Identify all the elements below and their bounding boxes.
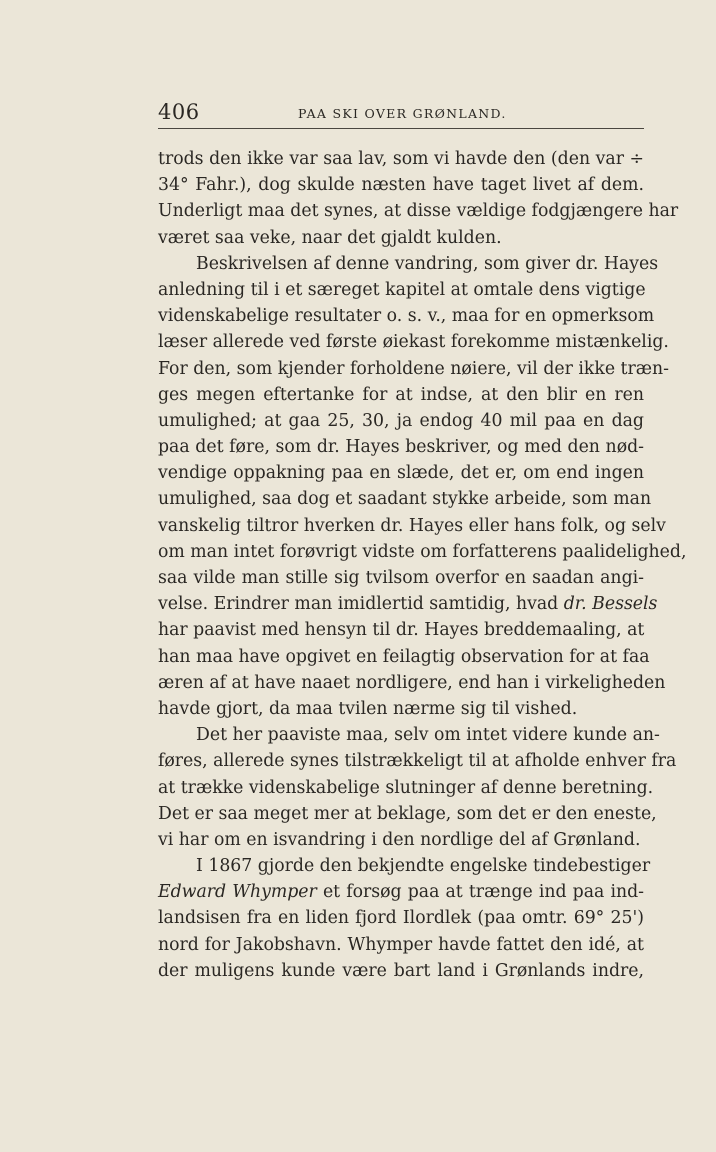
text-line: føres, allerede synes tilstrækkeligt til at afholde enhver fra xyxy=(158,751,677,772)
text-line: 34° Fahr.), dog skulde næsten have taget livet af dem. xyxy=(158,175,644,196)
text-line: Underligt maa det synes, at disse vældige fodgjængere har xyxy=(158,201,679,222)
body-text xyxy=(158,146,687,984)
text-line: der muligens kunde være bart land i Grønlands indre, xyxy=(158,960,644,981)
text-line: været saa veke, naar det gjaldt kulden. xyxy=(158,227,502,248)
text-line xyxy=(158,879,644,905)
text-line: æren af at have naaet nordligere, end han i virkeligheden xyxy=(158,672,666,693)
text-line: ges megen eftertanke for at indse, at den blir en ren xyxy=(158,384,644,405)
text-line: Beskrivelsen af denne vandring, som giver dr. Hayes xyxy=(196,253,659,274)
text-line: at trække videnskabelige slutninger af denne beretning. xyxy=(158,777,654,798)
text-line: om man intet forøvrigt vidste om forfatterens paalidelighed, xyxy=(158,541,687,562)
text-line: han maa have opgivet en feilagtig observation for at faa xyxy=(158,646,650,667)
text-line: havde gjort, da maa tvilen nærme sig til vished. xyxy=(158,698,578,719)
text-line: vi har om en isvandring i den nordlige del af Grønland. xyxy=(158,829,641,850)
text-line: Det er saa meget mer at beklage, som det er den eneste, xyxy=(158,803,657,824)
italic-name-whymper: Edward Whymper xyxy=(158,882,317,903)
text-line: paa det føre, som dr. Hayes beskriver, og med den nød- xyxy=(158,437,644,458)
text-line: har paavist med hensyn til dr. Hayes breddemaaling, at xyxy=(158,620,645,641)
text-line: læser allerede ved første øiekast forekomme mistænkelig. xyxy=(158,332,669,353)
text-line: vanskelig tiltror hverken dr. Hayes eller hans folk, og selv xyxy=(158,515,666,536)
header-rule xyxy=(158,128,644,129)
text-line: videnskabelige resultater o. s. v., maa for en opmerksom xyxy=(158,306,655,327)
text-line: umulighed; at gaa 25, 30, ja endog 40 mil paa en dag xyxy=(158,410,644,431)
text-line: Det her paaviste maa, selv om intet videre kunde an- xyxy=(196,725,660,746)
text-line: vendige oppakning paa en slæde, det er, om end ingen xyxy=(158,463,644,484)
text-line: anledning til i et særeget kapitel at omtale dens vigtige xyxy=(158,279,646,300)
page-header xyxy=(158,100,644,126)
text-line: umulighed, saa dog et saadant stykke arbeide, som man xyxy=(158,489,652,510)
text-line xyxy=(158,591,658,617)
text-line: trods den ikke var saa lav, som vi havde den (den var ÷ xyxy=(158,149,644,169)
text-line: landsisen fra en liden fjord Ilordlek (paa omtr. 69° 25') xyxy=(158,908,644,929)
text-segment: velse. Erindrer man imidlertid samtidig, hvad xyxy=(158,594,559,615)
text-line: For den, som kjender forholdene nøiere, vil der ikke træn- xyxy=(158,358,669,379)
italic-name-bessels: dr. Bessels xyxy=(563,594,658,615)
text-segment: et forsøg paa at trænge ind paa ind- xyxy=(322,882,645,903)
running-title: PAA SKI OVER GRØNLAND. xyxy=(298,106,507,121)
text-line: saa vilde man stille sig tvilsom overfor en saadan angi- xyxy=(158,568,644,588)
page-number: 406 xyxy=(158,100,200,124)
text-line: nord for Jakobshavn. Whymper havde fattet den idé, at xyxy=(158,934,644,955)
text-line: I 1867 gjorde den bekjendte engelske tindebestiger xyxy=(196,856,651,877)
